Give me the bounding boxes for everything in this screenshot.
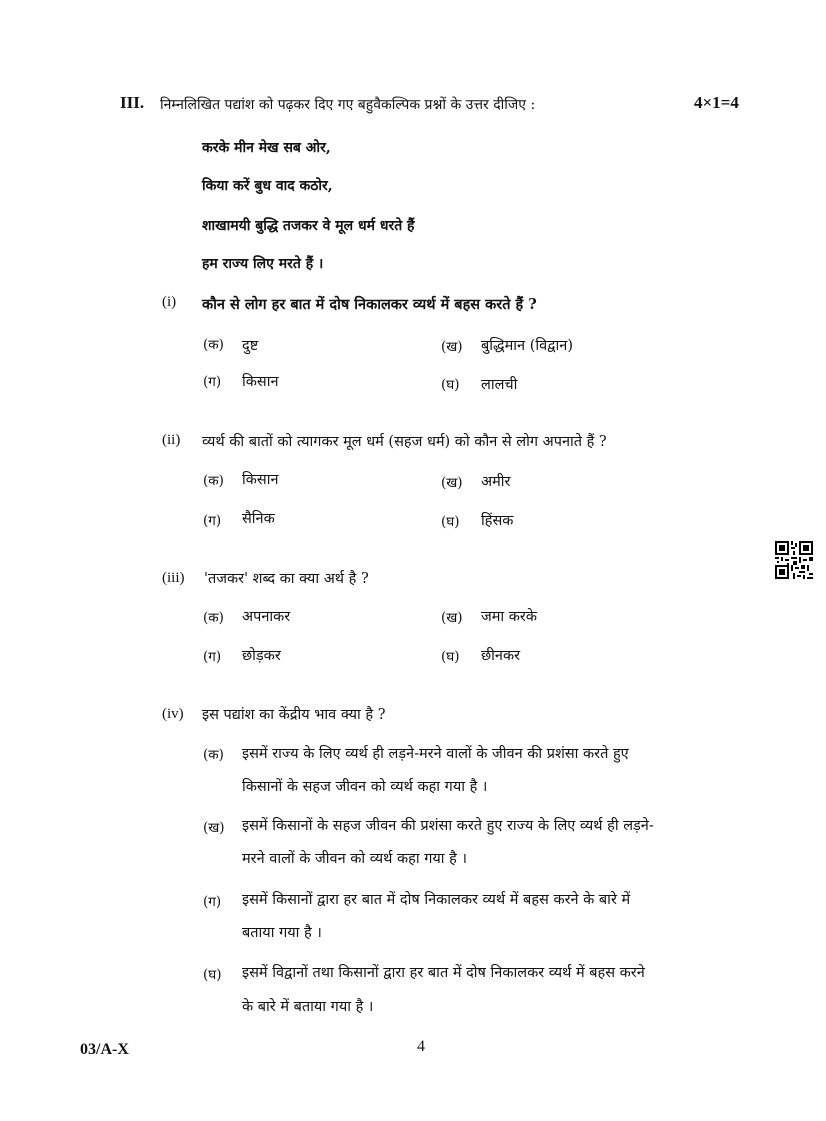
option-text-line: के बारे में बताया गया है । <box>242 999 374 1015</box>
subquestion-text: व्यर्थ की बातों को त्यागकर मूल धर्म (सहज धर्म) को कौन से लोग अपनाते हैं ? <box>202 434 607 450</box>
option-text-line: इसमें किसानों के सहज जीवन की प्रशंसा करते हुए राज्य के लिए व्यर्थ ही लड़ने- <box>242 818 654 834</box>
option-text: किसान <box>242 374 279 390</box>
subquestion-text: 'तजकर' शब्द का क्या अर्थ है ? <box>204 571 369 587</box>
option-label: (ग) <box>203 513 222 529</box>
question-instruction: निम्नलिखित पद्यांश को पढ़कर दिए गए बहुवैकल्पिक प्रश्नों के उत्तर दीजिए : <box>160 97 536 113</box>
subquestion-number: (ii) <box>162 432 181 448</box>
option-text: अपनाकर <box>242 609 291 625</box>
option-text-line: इसमें किसानों द्वारा हर बात में दोष निकालकर व्यर्थ में बहस करने के बारे में <box>242 892 631 908</box>
option-label: (ख) <box>441 339 463 355</box>
poem-line: किया करें बुध वाद कठोर, <box>202 178 333 194</box>
option-label: (क) <box>203 610 224 626</box>
option-label: (ख) <box>441 475 463 491</box>
page-number: 4 <box>417 1038 425 1055</box>
poem-line: करके मीन मेख सब ओर, <box>202 140 331 156</box>
option-text: किसान <box>242 472 279 488</box>
question-number: III. <box>120 93 145 112</box>
option-label: (क) <box>203 473 224 489</box>
option-text: छीनकर <box>481 648 521 664</box>
option-text: अमीर <box>481 474 511 490</box>
subquestion-number: (iii) <box>162 570 185 586</box>
option-text-line: बताया गया है । <box>242 925 322 941</box>
option-label: (घ) <box>441 377 460 393</box>
option-label: (ख) <box>203 820 225 836</box>
option-text: छोड़कर <box>242 648 281 664</box>
option-label: (घ) <box>441 649 460 665</box>
question-marks: 4×1=4 <box>694 93 739 112</box>
option-label: (ग) <box>203 374 222 390</box>
option-label: (क) <box>203 337 224 353</box>
option-text: दुष्ट <box>242 338 259 354</box>
option-label: (ग) <box>203 894 222 910</box>
option-label: (घ) <box>441 514 460 530</box>
option-text-line: इसमें विद्वानों तथा किसानों द्वारा हर बात में दोष निकालकर व्यर्थ में बहस करने <box>242 965 645 981</box>
subquestion-number: (iv) <box>162 706 184 722</box>
option-text: लालची <box>481 377 518 393</box>
option-text: बुद्धिमान (विद्वान) <box>481 338 573 354</box>
option-label: (ग) <box>203 649 222 665</box>
subquestion-text: इस पद्यांश का केंद्रीय भाव क्या है ? <box>202 707 386 723</box>
option-label: (घ) <box>203 967 222 983</box>
option-text: हिंसक <box>481 513 514 529</box>
poem-line: हम राज्य लिए मरते हैं । <box>202 256 324 272</box>
option-text: सैनिक <box>242 511 275 527</box>
subquestion-text: कौन से लोग हर बात में दोष निकालकर व्यर्थ में बहस करते हैं ? <box>202 296 537 313</box>
subquestion-number: (i) <box>162 294 177 310</box>
option-text-line: मरने वालों के जीवन को व्यर्थ कहा गया है । <box>242 851 467 867</box>
paper-code: 03/A-X <box>80 1041 129 1058</box>
option-label: (क) <box>203 747 224 763</box>
poem-line: शाखामयी बुद्धि तजकर वे मूल धर्म धरते हैं <box>202 218 415 234</box>
option-text-line: किसानों के सहज जीवन को व्यर्थ कहा गया है । <box>242 779 488 795</box>
option-text-line: इसमें राज्य के लिए व्यर्थ ही लड़ने-मरने वालों के जीवन की प्रशंसा करते हुए <box>242 746 629 762</box>
option-text: जमा करके <box>481 609 537 625</box>
qr-code-image <box>775 541 813 579</box>
option-label: (ख) <box>441 610 463 626</box>
